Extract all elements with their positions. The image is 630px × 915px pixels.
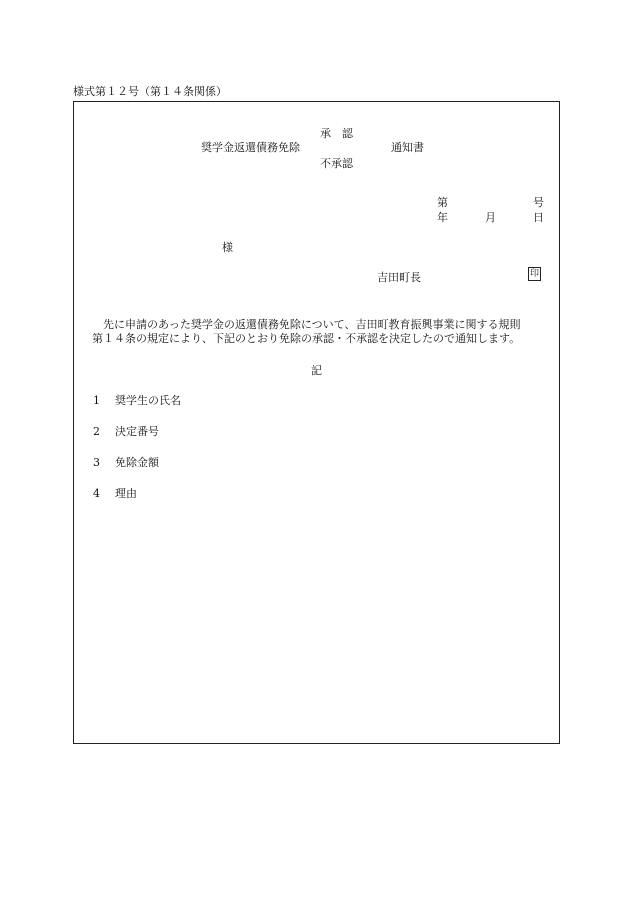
item-3-label: 免除金額 [115,456,159,469]
body-line-1: 先に申請のあった奨学金の返還債務免除について、吉田町教育振興事業に関する規則 [103,318,521,331]
item-2-number: 2 [93,425,100,438]
number-go: 号 [533,196,544,209]
item-1-label: 奨学生の氏名 [115,394,181,407]
item-4-label: 理由 [115,487,137,500]
number-dai: 第 [437,196,448,209]
ki-heading: 記 [311,364,322,377]
item-1-number: 1 [93,394,100,407]
addressee-suffix: 様 [222,241,233,254]
date-day: 日 [533,211,544,224]
date-month: 月 [485,211,496,224]
item-2-label: 決定番号 [115,425,159,438]
seal-mark: 印 [529,269,539,279]
item-4-number: 4 [93,487,100,500]
item-3-number: 3 [93,456,100,469]
title-suffix: 通知書 [391,141,424,154]
form-number-label: 様式第１２号（第１４条関係） [73,85,227,98]
body-line-2: 第１４条の規定により、下記のとおり免除の承認・不承認を決定したので通知します。 [92,332,521,345]
title-approve: 承 認 [320,127,353,140]
title-disapprove: 不承認 [320,157,353,170]
date-year: 年 [437,211,448,224]
title-main: 奨学金返還債務免除 [201,141,300,154]
form-frame [73,101,560,744]
issuer-name: 吉田町長 [377,271,421,284]
